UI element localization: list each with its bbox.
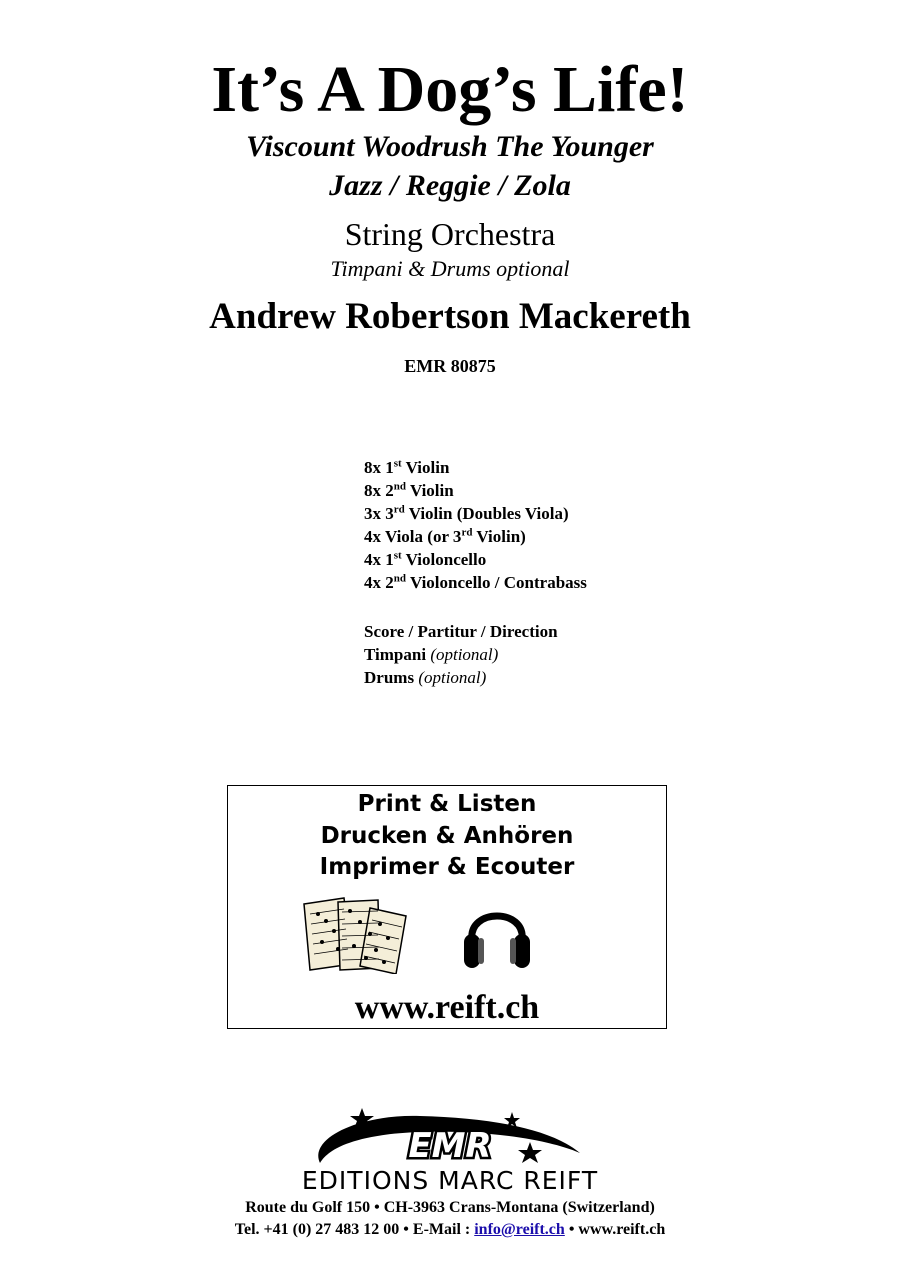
- part-row: 8x 1st Violin: [364, 457, 450, 477]
- ensemble: String Orchestra: [344, 216, 556, 252]
- styles-line: Jazz / Reggie / Zola: [329, 169, 571, 202]
- ensemble-note: Timpani & Drums optional: [330, 256, 570, 281]
- instrumentation-list: [364, 456, 764, 689]
- title: It’s A Dog’s Life!: [211, 53, 689, 126]
- promo-url[interactable]: www.reift.ch: [354, 989, 540, 1026]
- part-row: 8x 2nd Violin: [364, 480, 454, 500]
- timpani-row: Timpani (optional): [364, 645, 499, 664]
- score-row: Score / Partitur / Direction: [364, 622, 558, 641]
- publisher-address: Route du Golf 150 • CH-3963 Crans-Montana (Switzerland): [245, 1199, 655, 1216]
- publisher-wordmark: EDITIONS MARC REIFT: [301, 1166, 599, 1195]
- print-listen-box: [227, 785, 667, 1029]
- composer: Andrew Robertson Mackereth: [209, 296, 691, 337]
- email-link[interactable]: info@reift.ch: [474, 1221, 565, 1238]
- publisher-contact: Tel. +41 (0) 27 483 12 00 • E-Mail : info@reift.ch • www.reift.ch: [234, 1221, 666, 1238]
- svg-text:EMR: EMR: [408, 1126, 492, 1166]
- part-row: 3x 3rd Violin (Doubles Viola): [364, 503, 569, 523]
- sheet-music-icon: [300, 894, 412, 974]
- promo-line-de: Drucken & Anhören: [320, 823, 574, 849]
- part-row: 4x 2nd Violoncello / Contrabass: [364, 572, 587, 592]
- promo-line-fr: Imprimer & Ecouter: [319, 854, 575, 880]
- promo-line-en: Print & Listen: [357, 791, 537, 817]
- catalog-number: EMR 80875: [404, 356, 496, 376]
- part-row: 4x Viola (or 3rd Violin): [364, 526, 526, 546]
- subtitle: Viscount Woodrush The Younger: [246, 130, 654, 163]
- drums-row: Drums (optional): [364, 668, 487, 687]
- headphones-icon: [462, 896, 532, 972]
- part-row: 4x 1st Violoncello: [364, 549, 487, 569]
